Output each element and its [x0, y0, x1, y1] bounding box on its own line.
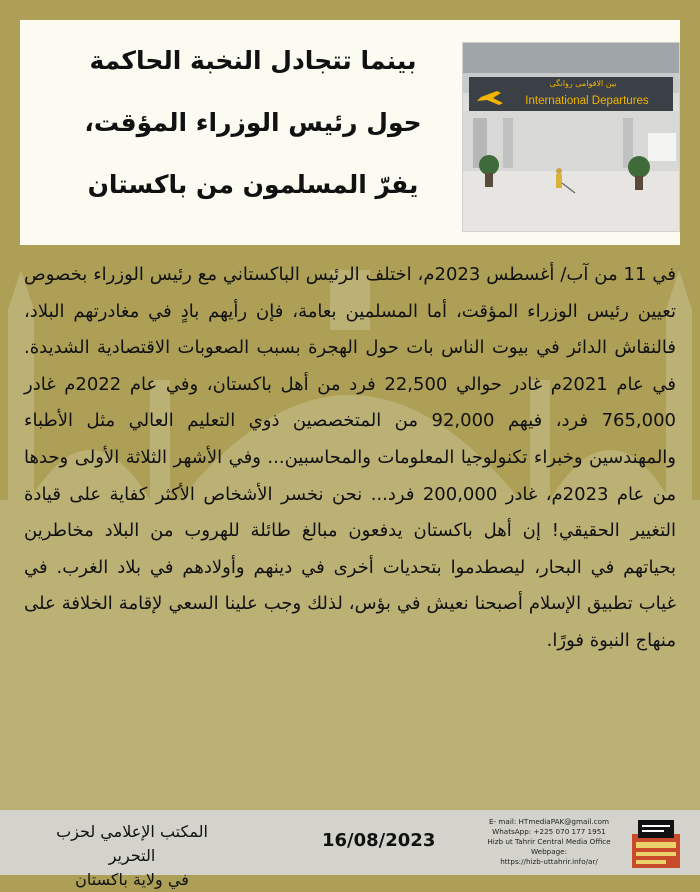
headline — [58, 30, 448, 216]
plant — [479, 155, 499, 175]
contact-info — [473, 817, 625, 867]
cleaner-figure — [556, 168, 562, 174]
media-office-name — [32, 820, 232, 892]
release-date: 16/08/2023 — [322, 830, 436, 851]
headline-line-3: يفرّ المسلمون من باكستان — [87, 170, 419, 199]
airport-departures-photo — [462, 42, 680, 232]
footer-bar — [0, 810, 700, 889]
headline-line-2: حول رئيس الوزراء المؤقت، — [84, 108, 422, 137]
office-line-2: في ولاية باكستان — [75, 870, 189, 889]
headline-line-1: بينما تتجادل النخبة الحاكمة — [89, 46, 417, 75]
office-line-1: المكتب الإعلامي لحزب التحرير — [56, 822, 208, 865]
airport-hall-illustration — [463, 43, 679, 231]
webpage-link[interactable]: https://hizb-uttahrir.info/ar/ — [500, 857, 598, 866]
contact-whatsapp: WhatsApp: +225 070 177 1951 — [492, 827, 606, 836]
article-body: في 11 من آب/ أغسطس 2023م، اختلف الرئيس الباكستاني مع رئيس الوزراء بخصوص تعيين رئيس الوزراء المؤقت، أما المسلمين بعامة، فإن رأيهم بادٍ في مغادرتهم البلاد، فالنقاش الدائر في بيوت الناس بات حول الهجرة بسبب الصعوبات الاقتصادية الشديدة. في عام 2021م غادر حوالي 22,500 فرد من أهل باكستان، وفي عام 2022م غادر 765,000 فرد، فيهم 92,000 من المتخصصين ذوي التعليم العالي مثل الأطباء والمهندسين وخبراء تكنولوجيا المعلومات والمحاسبين... وفي الأشهر الثلاثة الأولى وحدها من عام 2023م، غادر 200,000 فرد... نحن نخسر الأشخاص الأكثر كفاية على قيادة التغيير الحقيقي! إن أهل باكستان يدفعون مبالغ طائلة للهروب من البلاد مخاطرين بحياتهم في البحار، ليصطدموا بتحديات أخرى في دينهم وأولادهم في بلاد الغرب. في غياب تطبيق الإسلام أصبحنا نعيش في بؤس، لذلك وجب علينا السعي لإقامة الخلافة على منهاج النبوة فورًا. — [24, 264, 677, 651]
webpage-label: Hizb ut Tahrir Central Media Office Webpage: — [487, 837, 611, 856]
sign-urdu-text: بین الاقوامی روانگی — [549, 79, 617, 88]
hizb-ut-tahrir-logo-icon — [628, 816, 684, 872]
sign-english-text: International Departures — [525, 95, 649, 107]
contact-email[interactable]: E- mail: HTmediaPAK@gmail.com — [489, 817, 609, 826]
